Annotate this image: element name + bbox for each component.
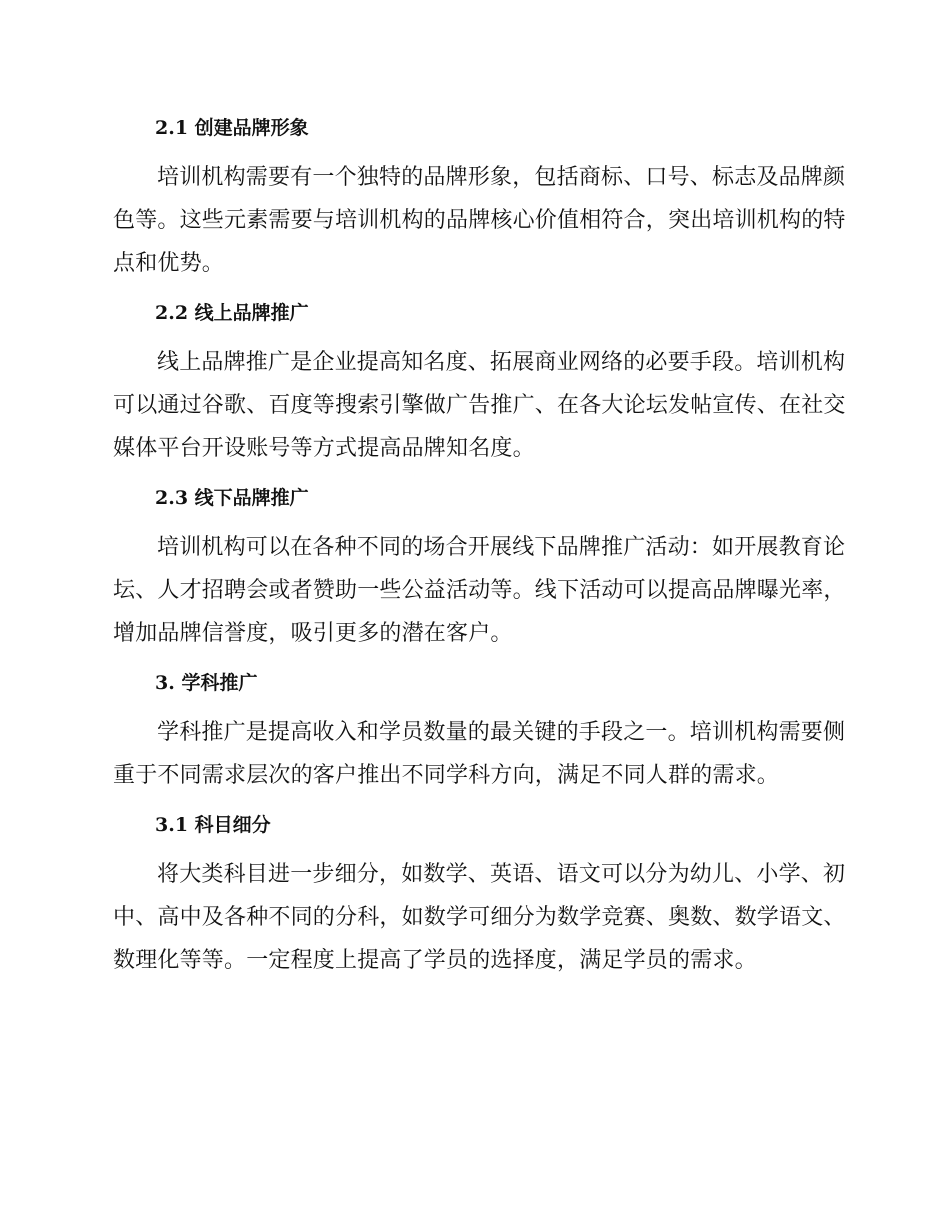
paragraph-line: 培训机构可以在各种不同的场合开展线下品牌推广活动：如开展教育论: [157, 535, 846, 560]
paragraph-line: 培训机构需要有一个独特的品牌形象，包括商标、口号、标志及品牌颜: [157, 165, 846, 190]
paragraph-line: 中、高中及各种不同的分科，如数学可细分为数学竞赛、奥数、数学语文、: [113, 905, 846, 930]
section-heading-3-1: 3.1 科目细分: [155, 814, 271, 836]
paragraph-line: 可以通过谷歌、百度等搜索引擎做广告推广、在各大论坛发帖宣传、在社交: [113, 393, 846, 418]
paragraph-line: 点和优势。: [113, 251, 225, 276]
paragraph-subject-subdivision: [113, 853, 846, 982]
paragraph-line: 数理化等等。一定程度上提高了学员的选择度，满足学员的需求。: [113, 948, 757, 973]
paragraph-line: 重于不同需求层次的客户推出不同学科方向，满足不同人群的需求。: [113, 763, 780, 788]
section-heading-2-2: 2.2 线上品牌推广: [155, 302, 309, 324]
paragraph-subject-promotion: [113, 711, 846, 797]
paragraph-online-promotion: [113, 341, 846, 470]
paragraph-line: 学科推广是提高收入和学员数量的最关键的手段之一。培训机构需要侧: [157, 720, 846, 745]
section-heading-3: 3. 学科推广: [155, 672, 258, 694]
paragraph-line: 坛、人才招聘会或者赞助一些公益活动等。线下活动可以提高品牌曝光率，: [113, 578, 846, 603]
paragraph-line: 线上品牌推广是企业提高知名度、拓展商业网络的必要手段。培训机构: [157, 350, 846, 375]
paragraph-offline-promotion: [113, 526, 846, 655]
paragraph-line: 色等。这些元素需要与培训机构的品牌核心价值相符合，突出培训机构的特: [113, 208, 846, 233]
paragraph-brand-image: [113, 156, 846, 285]
paragraph-line: 增加品牌信誉度，吸引更多的潜在客户。: [113, 621, 513, 646]
section-heading-2-1: 2.1 创建品牌形象: [155, 117, 309, 139]
document-body: [113, 112, 846, 994]
paragraph-line: 媒体平台开设账号等方式提高品牌知名度。: [113, 436, 535, 461]
section-heading-2-3: 2.3 线下品牌推广: [155, 487, 309, 509]
paragraph-line: 将大类科目进一步细分，如数学、英语、语文可以分为幼儿、小学、初: [157, 862, 846, 887]
